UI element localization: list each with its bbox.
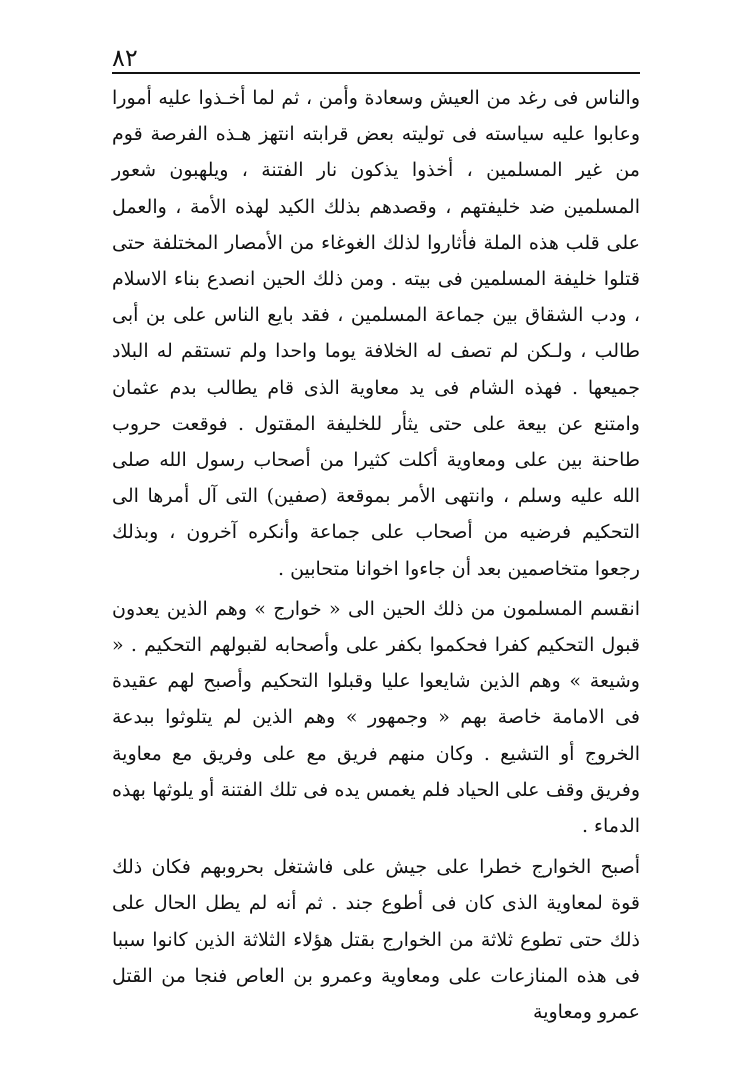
header-rule bbox=[112, 72, 640, 74]
paragraph-2: انقسم المسلمون من ذلك الحين الى « خوارج » وهم الذين يعدون قبول التحكيم كفرا فحكموا بكفر على وأصحابه لقبولهم التحكيم . « وشيعة » وهم الذين شايعوا عليا وقبلوا التحكيم وأصبح لهم عقيدة فى الامامة خاصة بهم « وجمهور » وهم الذين لم يتلوثوا ببدعة الخروج أو التشيع . وكان منهم فريق مع على وفريق مع معاوية وفريق وقف على الحياد فلم يغمس يده فى تلك الفتنة أو يلوثها بهذه الدماء . bbox=[112, 597, 640, 838]
paragraph-3: أصبح الخوارج خطرا على جيش على فاشتغل بحروبهم فكان ذلك قوة لمعاوية الذى كان فى أطوع جند . ثم أنه لم يطل الحال على ذلك حتى تطوع ثلاثة من الخوارج بقتل هؤلاء الثلاثة الذين كانوا سببا فى هذه المنازعات على ومعاوية وعمرو بن العاص فنجا من القتل عمرو ومعاوية bbox=[112, 856, 640, 1024]
body-text bbox=[112, 80, 640, 1030]
page-number: ٨٢ bbox=[112, 44, 138, 72]
paragraph-1: والناس فى رغد من العيش وسعادة وأمن ، ثم لما أخـذوا عليه أمورا وعابوا عليه سياسته فى توليته بعض قرابته انتهز هـذه الفرصة قوم من غير المسلمين ، أخذوا يذكون نار الفتنة ، ويلهبون شعور المسلمين ضد خليفتهم ، وقصدهم بذلك الكيد لهذه الأمة ، والعمل على قلب هذه الملة فأثاروا لذلك الغوغاء من الأمصار المختلفة حتى قتلوا خليفة المسلمين فى بيته . ومن ذلك الحين انصدع بناء الاسلام ، ودب الشقاق بين جماعة المسلمين ، فقد بايع الناس على بن أبى طالب ، ولـكن لم تصف له الخلافة يوما واحدا ولم تستقم له البلاد جميعها . فهذه الشام فى يد معاوية الذى قام يطالب بدم عثمان وامتنع عن بيعة على حتى يثأر للخليفة المقتول . فوقعت حروب طاحنة بين على ومعاوية أكلت كثيرا من أصحاب رسول الله صلى الله عليه وسلم ، وانتهى الأمر بموقعة (صفين) التى آل أمرها الى التحكيم فرضيه من أصحاب على جماعة وأنكره آخرون ، وبذلك رجعوا متخاصمين بعد أن جاءوا اخوانا متحابين . bbox=[112, 87, 640, 580]
